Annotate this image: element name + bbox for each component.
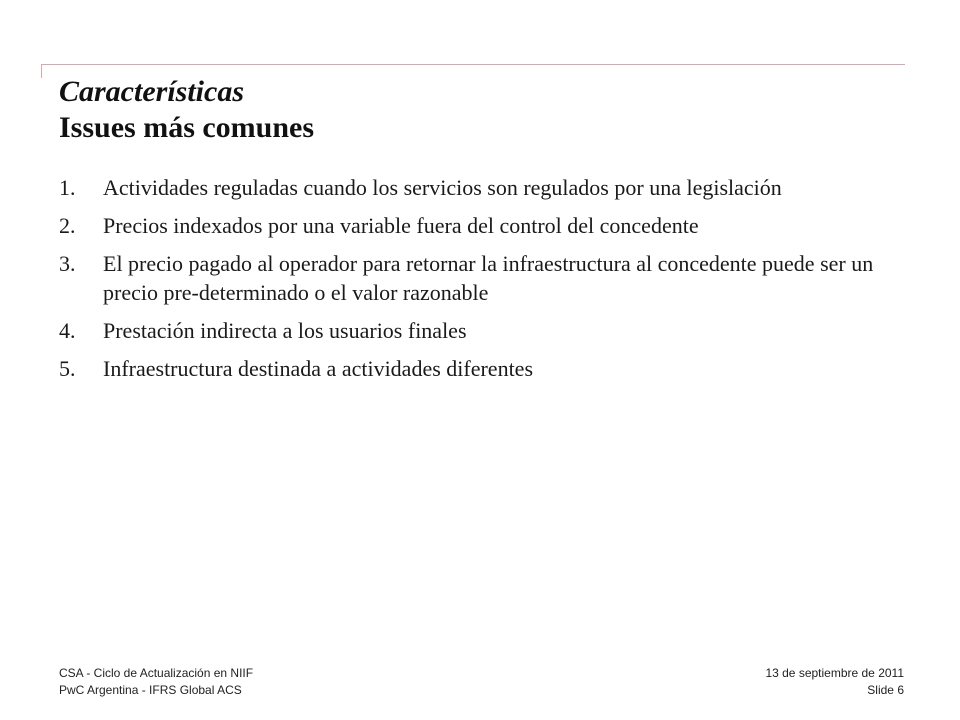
item-text: Infraestructura destinada a actividades diferentes <box>103 356 534 381</box>
list-item <box>59 354 919 383</box>
list-item <box>59 173 919 202</box>
footer-company: PwC Argentina - IFRS Global ACS <box>59 683 242 697</box>
title-line-2: Issues más comunes <box>59 111 315 144</box>
item-number: 3. <box>59 251 76 276</box>
footer-left <box>59 665 253 699</box>
issues-list <box>59 173 919 392</box>
list-item <box>59 249 919 307</box>
item-text: Actividades reguladas cuando los servicios son regulados por una legislación <box>103 175 782 200</box>
item-number: 1. <box>59 175 76 200</box>
slide-number: Slide 6 <box>867 683 904 697</box>
header-rule-corner <box>41 64 42 78</box>
item-text: Precios indexados por una variable fuera del control del concedente <box>103 213 699 238</box>
item-number: 2. <box>59 213 76 238</box>
footer-right <box>765 665 904 699</box>
item-number: 4. <box>59 318 76 343</box>
list-item <box>59 211 919 240</box>
footer-date: 13 de septiembre de 2011 <box>765 666 904 680</box>
list-item <box>59 316 919 345</box>
title-line-1: Características <box>59 75 244 108</box>
item-text: Prestación indirecta a los usuarios finales <box>103 318 467 343</box>
header-rule <box>41 64 905 65</box>
item-number: 5. <box>59 356 76 381</box>
footer-course: CSA - Ciclo de Actualización en NIIF <box>59 666 254 680</box>
item-text: El precio pagado al operador para retornar la infraestructura al concedente puede ser un precio pre-determinado o el valor razonable <box>103 251 874 305</box>
slide-title <box>59 74 919 146</box>
